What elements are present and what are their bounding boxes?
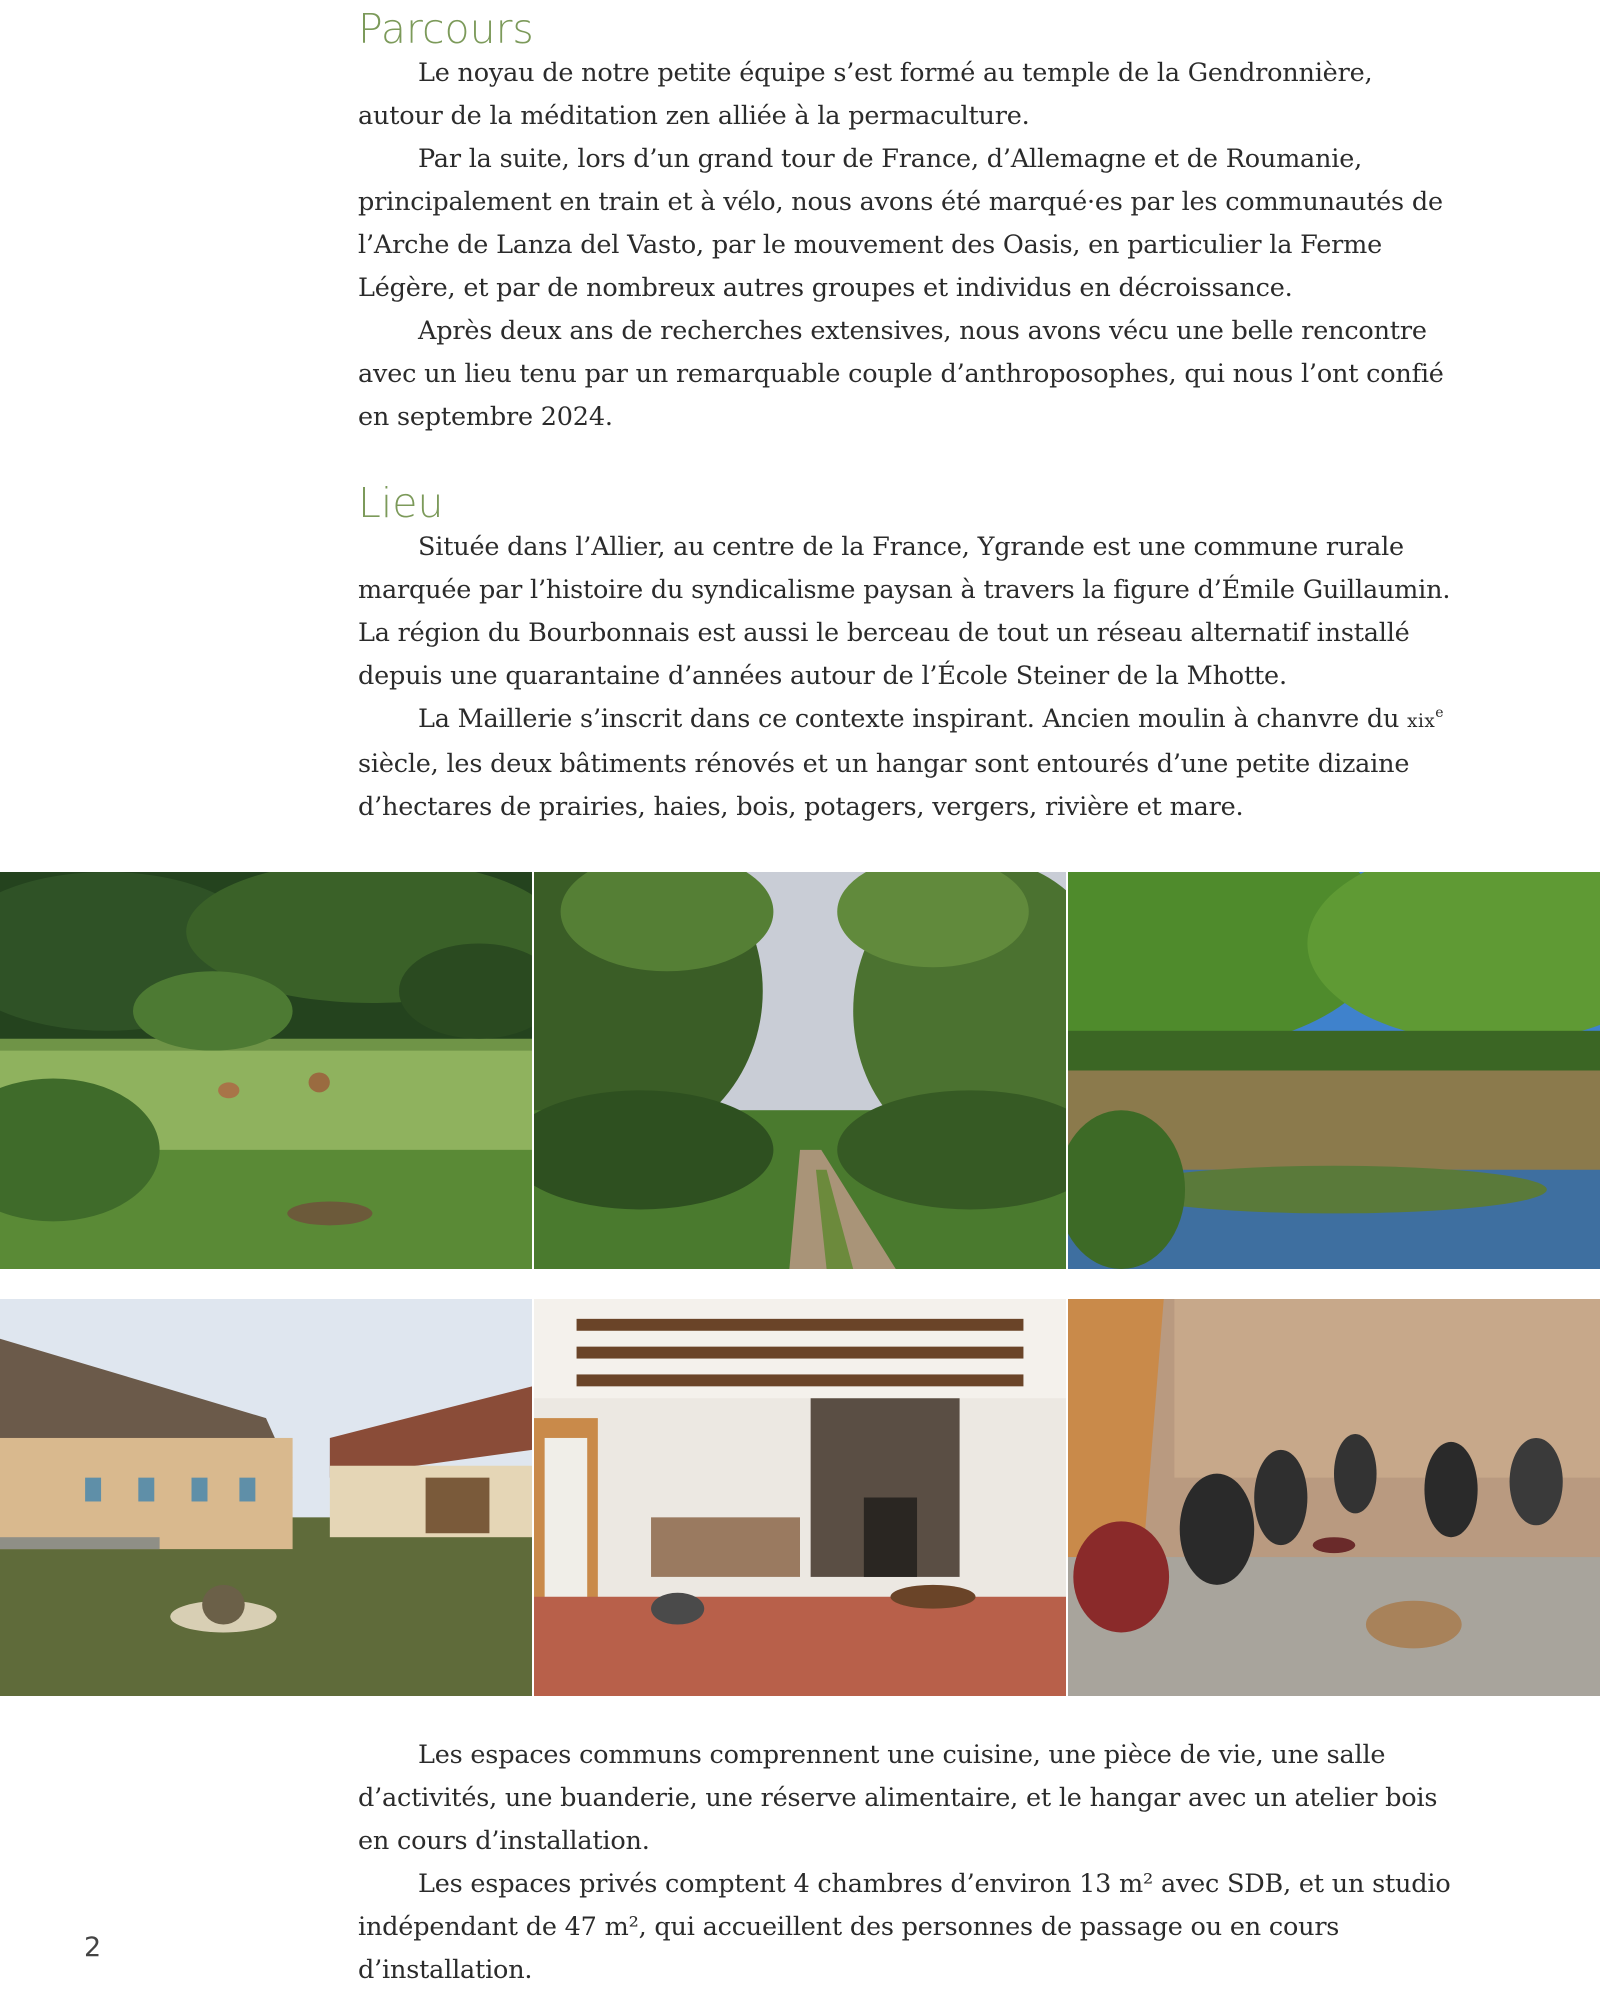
photo-farmhouse (0, 1299, 532, 1696)
photo-meadow-deer (0, 872, 532, 1269)
parcours-paragraph-1: Le noyau de notre petite équipe s’est formé au temple de la Gendronnière, autour de la méditation zen alliée à la permaculture. (358, 58, 1373, 131)
photo-row-landscape (0, 872, 1600, 1269)
century-superscript: e (1435, 705, 1444, 722)
parcours-paragraph-2: Par la suite, lors d’un grand tour de France, d’Allemagne et de Roumanie, principalement en train et à vélo, nous avons été marqué·es par les communautés de l’Arche de Lanza del Vasto, par le mouvement des Oasis, en particulier la Ferme Légère, et par de nombreux autres groupes et individus en décroissance. (358, 144, 1443, 303)
century-numeral: xix (1407, 711, 1436, 732)
parcours-paragraph-3: Après deux ans de recherches extensives, nous avons vécu une belle rencontre avec un lieu tenu par un remarquable couple d’anthroposophes, qui nous l’ont confié en septembre 2024. (358, 316, 1444, 432)
lieu-paragraph-2 (358, 698, 1458, 829)
photo-row-buildings (0, 1299, 1600, 1696)
section-espaces (358, 1734, 1458, 1992)
espaces-paragraph-1: Les espaces communs comprennent une cuisine, une pièce de vie, une salle d’activités, une buanderie, une réserve alimentaire, et le hangar avec un atelier bois en cours d’installation. (358, 1740, 1438, 1856)
photo-living-room (534, 1299, 1066, 1696)
lieu-paragraph-1: Située dans l’Allier, au centre de la France, Ygrande est une commune rurale marquée par l’histoire du syndicalisme paysan à travers la figure d’Émile Guillaumin. La région du Bourbonnais est aussi le berceau de tout un réseau alternatif installé depuis une quarantaine d’années autour de l’École Steiner de la Mhotte. (358, 532, 1451, 691)
heading-lieu: Lieu (358, 479, 444, 527)
lieu-paragraph-2-start: La Maillerie s’inscrit dans ce contexte inspirant. Ancien moulin à chanvre du (418, 704, 1400, 734)
photo-tree-path (534, 872, 1066, 1269)
page-number: 2 (84, 1932, 102, 1963)
section-lieu (358, 480, 1458, 829)
heading-parcours: Parcours (358, 5, 534, 53)
lieu-paragraph-2-end: siècle, les deux bâtiments rénovés et un hangar sont entourés d’une petite dizaine d’hectares de prairies, haies, bois, potagers, vergers, rivière et mare. (358, 749, 1410, 822)
photo-meditation-room (1068, 1299, 1600, 1696)
photo-pond (1068, 872, 1600, 1269)
section-parcours (358, 6, 1458, 439)
espaces-paragraph-2: Les espaces privés comptent 4 chambres d’environ 13 m² avec SDB, et un studio indépendant de 47 m², qui accueillent des personnes de passage ou en cours d’installation. (358, 1869, 1451, 1985)
